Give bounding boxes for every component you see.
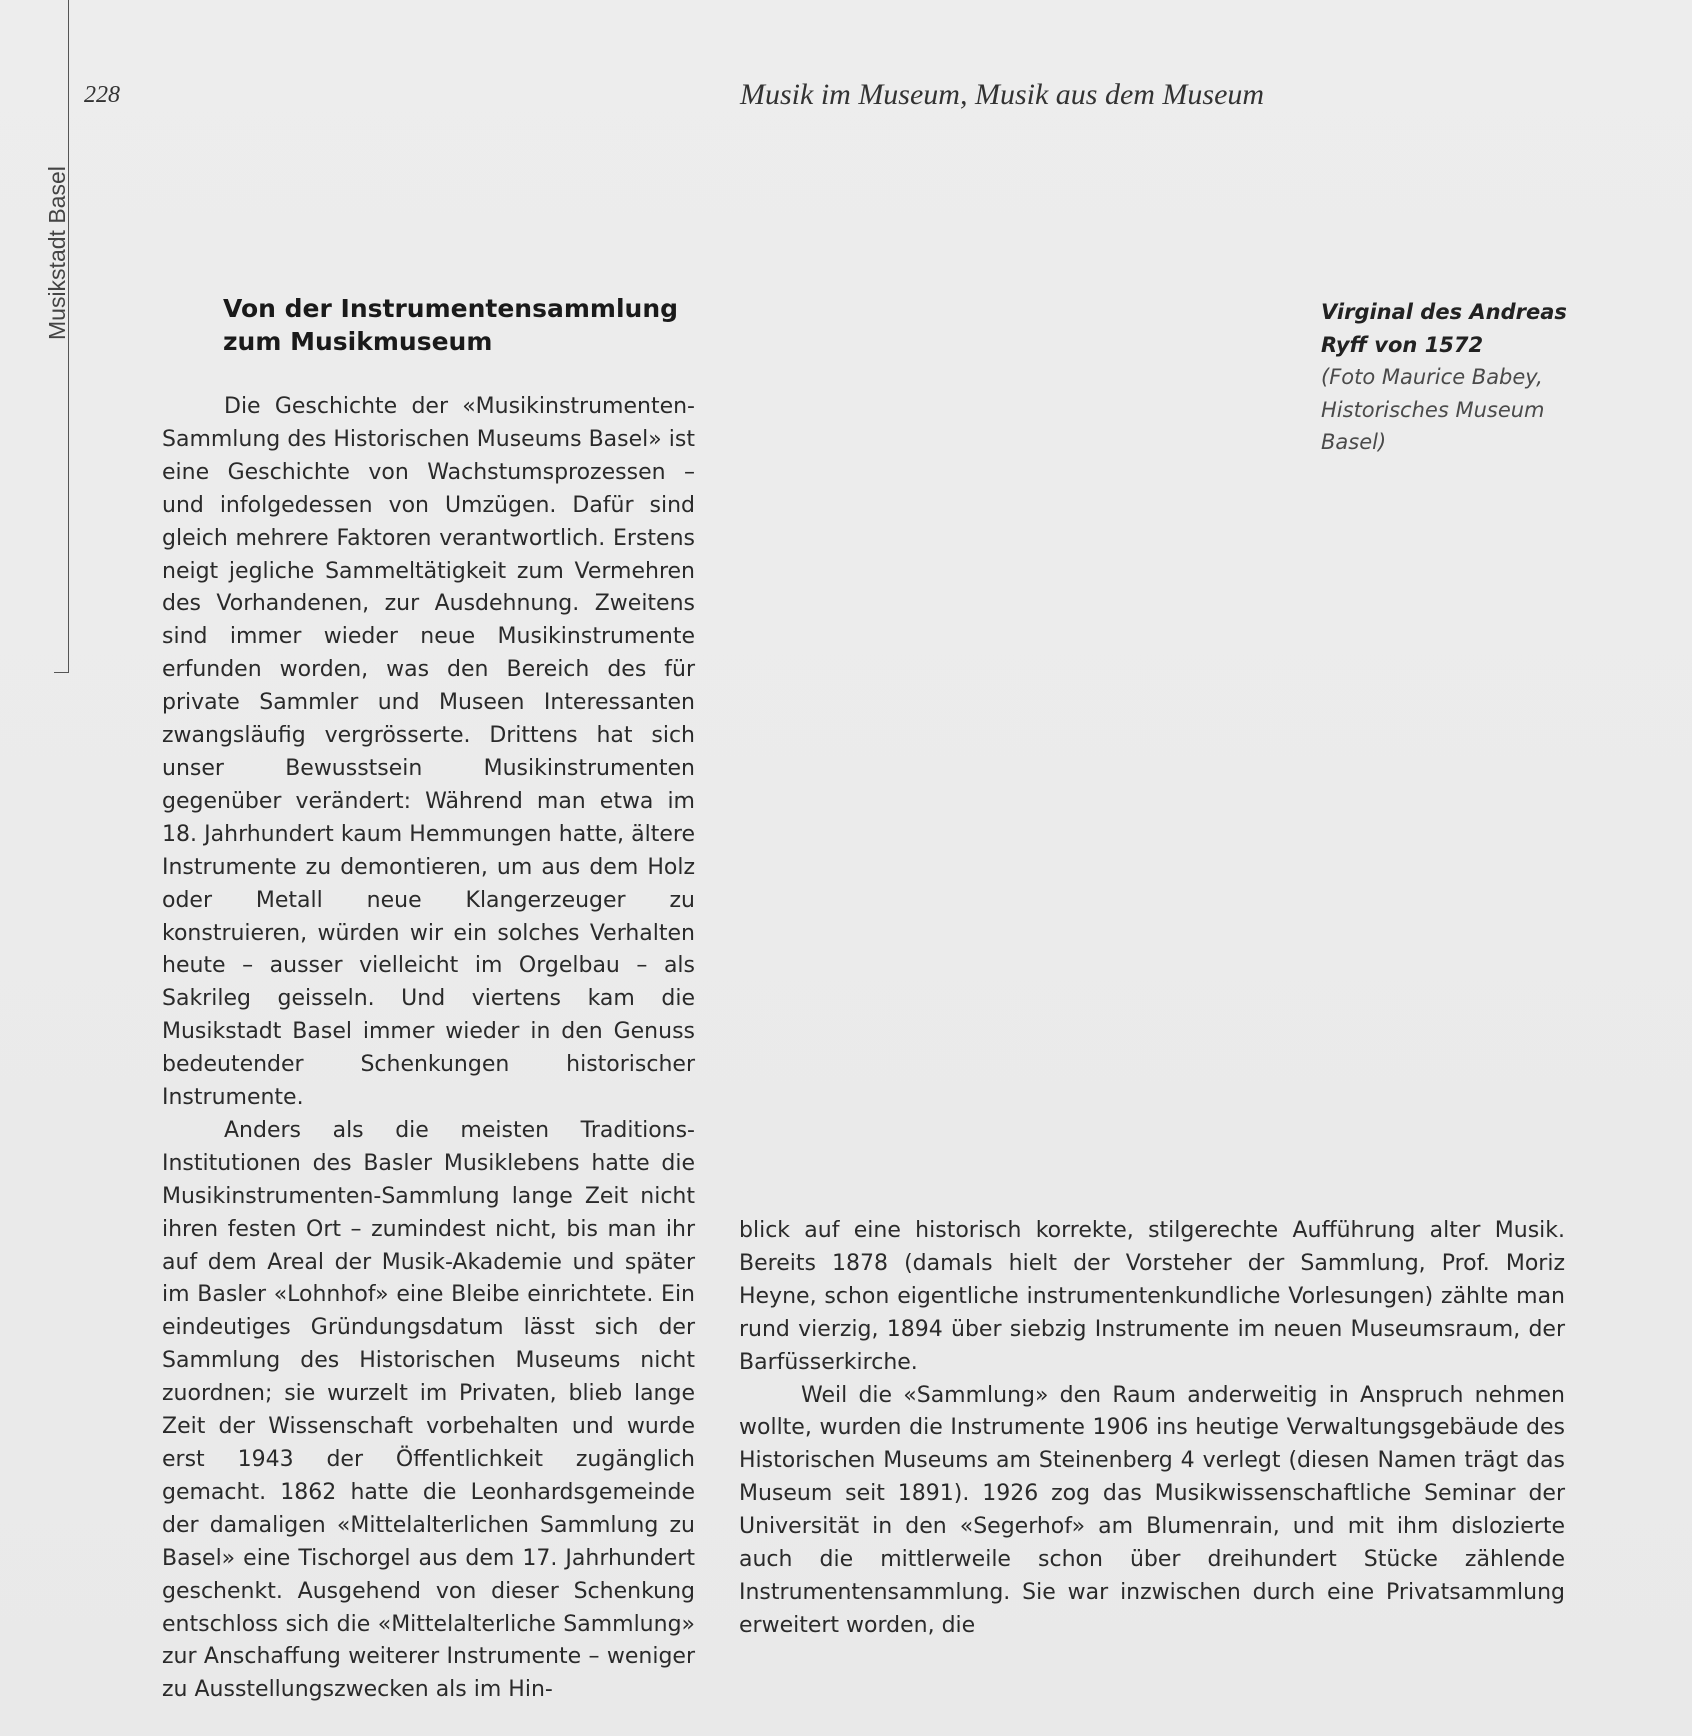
text-column-left <box>162 391 695 1707</box>
text-column-right <box>739 1215 1565 1643</box>
caption-credit-line: Historisches Museum <box>1321 397 1545 422</box>
vertical-book-title: Musikstadt Basel <box>44 166 70 340</box>
heading-line: zum Musikmuseum <box>223 327 493 356</box>
body-paragraph: Weil die «Sammlung» den Raum anderweitig in Anspruch nehmen wollte, wurden die Instrumente 1906 ins heutige Verwaltungsgebäude des Historischen Museums am Steinenberg 4 verlegt (diesen Namen trägt das Museum seit 1891). 1926 zog das Musikwissenschaftliche Seminar der Universität in den «Segerhof» am Blumenrain, und mit ihm dislozierte auch die mittlerweile schon über dreihundert Stücke zählende Instrumentensammlung. Sie war inzwischen durch eine Privatsammlung erweitert worden, die <box>739 1382 1565 1638</box>
page-number: 228 <box>84 82 120 108</box>
running-header: Musik im Museum, Musik aus dem Museum <box>740 78 1265 111</box>
caption-title-line: Ryff von 1572 <box>1321 332 1484 357</box>
article-heading <box>223 292 743 358</box>
body-paragraph: blick auf eine historisch korrekte, stilgerechte Aufführung alter Musik. Bereits 1878 (damals hielt der Vorsteher der Sammlung, Prof. Moriz Heyne, schon eigentliche instrumentenkundliche Vorlesungen) zählte man rund vierzig, 1894 über siebzig Instrumente im neuen Museumsraum, der Barfüsserkirche. <box>739 1218 1565 1375</box>
sidebar-rule-tick <box>54 672 69 673</box>
body-paragraph: Die Geschichte der «Musikinstrumenten-Sammlung des Historischen Museums Basel» ist eine Geschichte von Wachstumsprozessen – und infolgedessen von Umzügen. Dafür sind gleich mehrere Faktoren verantwortlich. Erstens neigt jegliche Sammeltätigkeit zum Vermehren des Vorhandenen, zur Ausdehnung. Zweitens sind immer wieder neue Musikinstrumente erfunden worden, was den Bereich des für private Sammler und Museen Interessanten zwangsläufig vergrösserte. Drittens hat sich unser Bewusstsein Musikinstrumenten gegenüber verändert: Während man etwa im 18. Jahrhundert kaum Hemmungen hatte, ältere Instrumente zu demontieren, um aus dem Holz oder Metall neue Klangerzeuger zu konstruieren, würden wir ein solches Verhalten heute – ausser vielleicht im Orgelbau – als Sakrileg geisseln. Und viertens kam die Musikstadt Basel immer wieder in den Genuss bedeutender Schenkungen historischer Instrumente. <box>162 394 695 1111</box>
caption-credit-line: (Foto Maurice Babey, <box>1321 365 1543 389</box>
caption-title-line: Virginal des Andreas <box>1321 300 1567 324</box>
image-caption <box>1321 296 1621 459</box>
caption-credit-line: Basel) <box>1321 430 1387 454</box>
body-paragraph: Anders als die meisten Traditions-Institutionen des Basler Musiklebens hatte die Musikinstrumenten-Sammlung lange Zeit nicht ihren festen Ort – zumindest nicht, bis man ihr auf dem Areal der Musik-Akademie und später im Basler «Lohnhof» eine Bleibe einrichtete. Ein eindeutiges Gründungsdatum lässt sich der Sammlung des Historischen Museums nicht zuordnen; sie wurzelt im Privaten, blieb lange Zeit der Wissenschaft vorbehalten und wurde erst 1943 der Öffentlichkeit zugänglich gemacht. 1862 hatte die Leonhardsgemeinde der damaligen «Mittelalterlichen Sammlung zu Basel» eine Tischorgel aus dem 17. Jahrhundert geschenkt. Ausgehend von dieser Schenkung entschloss sich die «Mittelalterliche Sammlung» zur Anschaffung weiterer Instrumente – weniger zu Ausstellungszwecken als im Hin- <box>162 1117 695 1703</box>
heading-line: Von der Instrumentensammlung <box>223 294 679 323</box>
